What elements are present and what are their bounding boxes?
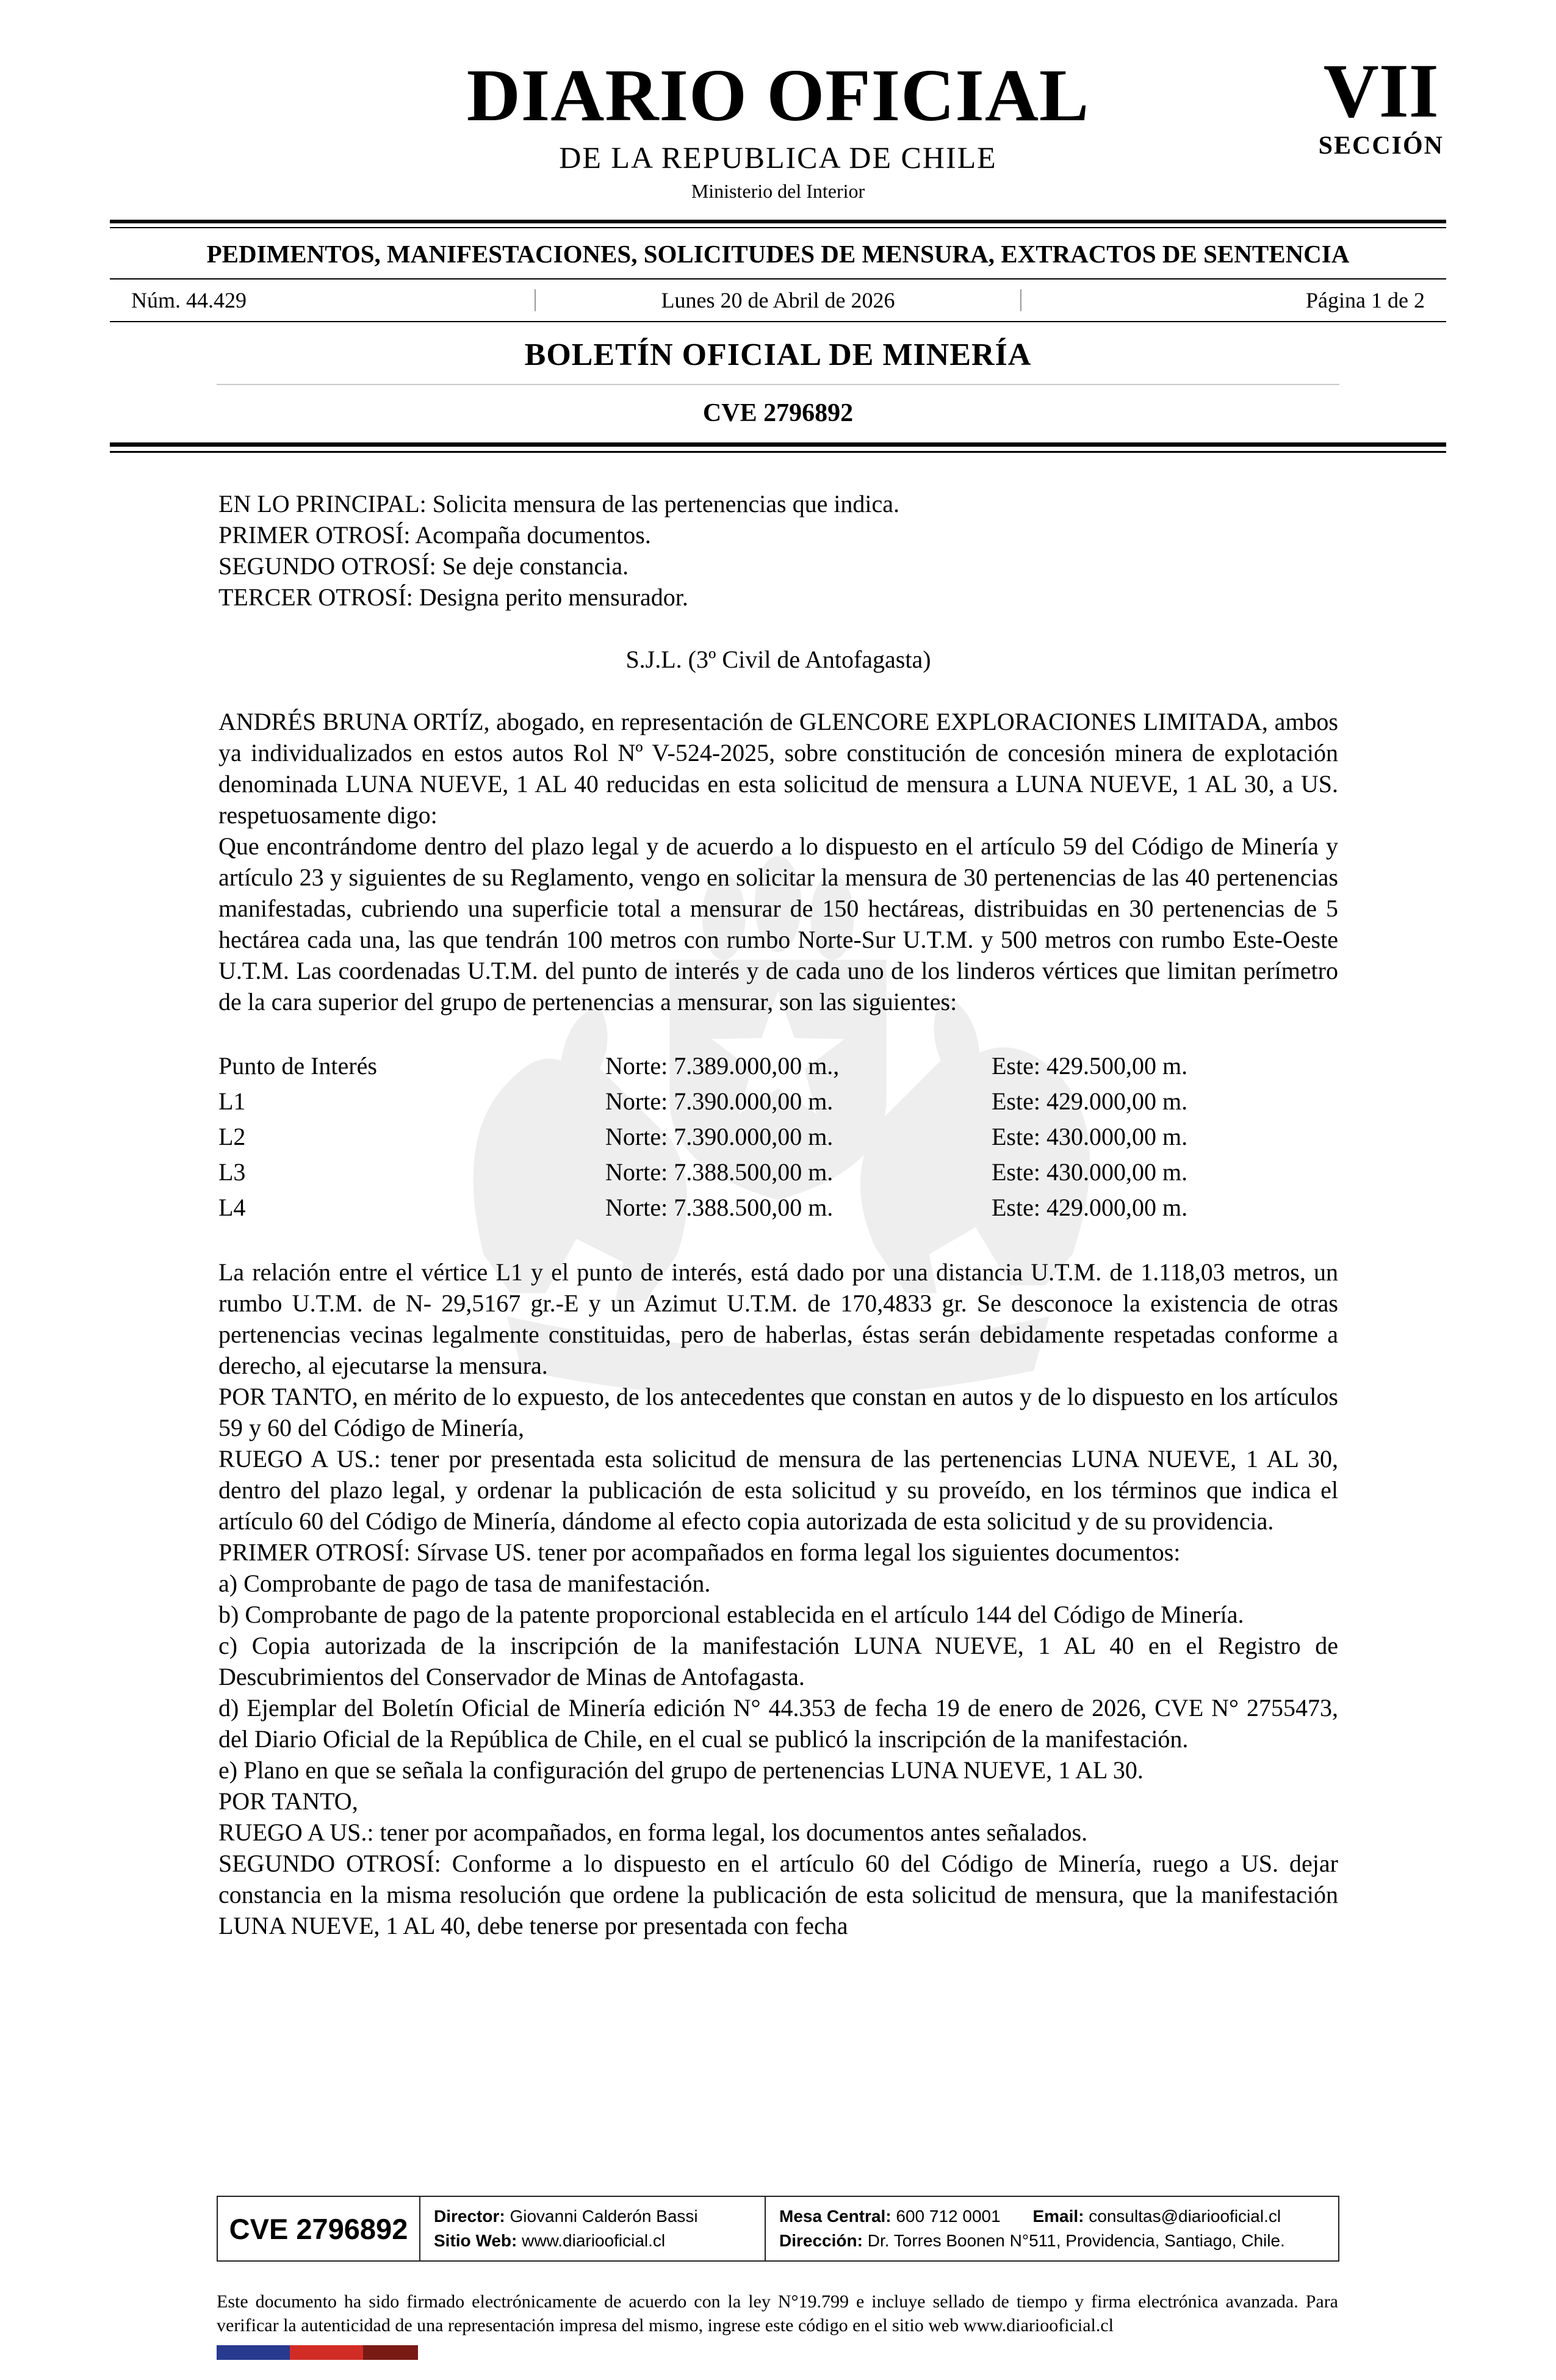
paragraph: POR TANTO, xyxy=(218,1787,358,1816)
north-coordinate: Norte: 7.388.500,00 m. xyxy=(605,1194,834,1222)
document-body xyxy=(218,488,1338,1941)
summary-line: SEGUNDO OTROSÍ: Se deje constancia. xyxy=(218,552,629,580)
vertex-label: L4 xyxy=(218,1194,246,1222)
east-coordinate: Este: 430.000,00 m. xyxy=(992,1123,1188,1151)
paragraph: RUEGO A US.: tener por presentada esta solicitud de mensura de las pertenencias LUNA NUEVE, 1 AL 30, dentro del plazo legal, y ordenar la publicación de esta solicitud y su proveído, en los términos que indica el artículo 60 del Código de Minería, dándome al efecto copia autorizada de esta solicitud y de su providencia. xyxy=(218,1445,1338,1535)
address-label: Dirección: xyxy=(779,2231,863,2250)
director-label: Director: xyxy=(434,2207,505,2226)
paragraph: RUEGO A US.: tener por acompañados, en forma legal, los documentos antes señalados. xyxy=(218,1819,1088,1847)
section-label: SECCIÓN xyxy=(1318,132,1444,160)
divider-heavy xyxy=(110,442,1446,453)
summary-block xyxy=(218,488,1338,613)
page-indicator: Página 1 de 2 xyxy=(1306,288,1425,313)
paragraph: ANDRÉS BRUNA ORTÍZ, abogado, en representación de GLENCORE EXPLORACIONES LIMITADA, ambos ya individualizados en estos autos Rol Nº V-524-2025, sobre constitución de concesión minera de explotación denominada LUNA NUEVE, 1 AL 40 reducidas en esta solicitud de mensura a LUNA NUEVE, 1 AL 30, a US. respetuosamente digo: xyxy=(218,708,1338,829)
summary-line: TERCER OTROSÍ: Designa perito mensurador. xyxy=(218,583,688,611)
bulletin-title: BOLETÍN OFICIAL DE MINERÍA xyxy=(524,337,1032,373)
vertex-label: L3 xyxy=(218,1158,246,1186)
publication-subtitle: DE LA REPUBLICA DE CHILE xyxy=(559,140,997,175)
footer-website-line xyxy=(434,2229,751,2253)
chile-flag-bar xyxy=(217,2345,418,2360)
masthead xyxy=(110,49,1446,203)
address-text: Dr. Torres Boonen N°511, Providencia, Santiago, Chile. xyxy=(867,2231,1285,2250)
issue-info-row xyxy=(110,279,1446,321)
legal-notice: Este documento ha sido firmado electrónicamente de acuerdo con la ley N°19.799 e incluye sellado de tiempo y firma electrónica avanzada. Para verificar la autenticidad de una representación impresa del mismo, ingrese este código en el sitio web www.diariooficial.cl xyxy=(217,2292,1338,2335)
paragraph: La relación entre el vértice L1 y el punto de interés, está dado por una distancia U.T.M. de 1.118,03 metros, un rumbo U.T.M. de N- 29,5167 gr.-E y un Azimut U.T.M. de 170,4833 gr. Se desconoce la existencia de otras pertenencias vecinas legalmente constituidas, pero de haberlas, éstas serán debidamente respetadas conforme a derecho, al ejecutarse la mensura. xyxy=(218,1258,1338,1380)
north-coordinate: Norte: 7.390.000,00 m. xyxy=(605,1087,834,1116)
ministry-line: Ministerio del Interior xyxy=(691,180,865,203)
coordinate-row xyxy=(218,1155,1338,1190)
paragraph: PRIMER OTROSÍ: Sírvase US. tener por acompañados en forma legal los siguientes documentos: xyxy=(218,1538,1181,1567)
summary-line: EN LO PRINCIPAL: Solicita mensura de las pertenencias que indica. xyxy=(218,490,900,518)
website-label: Sitio Web: xyxy=(434,2231,517,2250)
footer-director-line xyxy=(434,2204,751,2229)
footer-contact-cell xyxy=(765,2197,1338,2260)
phone-label: Mesa Central: xyxy=(779,2207,891,2226)
category-band: PEDIMENTOS, MANIFESTACIONES, SOLICITUDES DE MENSURA, EXTRACTOS DE SENTENCIA xyxy=(206,240,1350,269)
flag-segment-red xyxy=(290,2345,363,2360)
coordinate-row xyxy=(218,1119,1338,1155)
flag-segment-blue xyxy=(217,2345,290,2360)
issue-date: Lunes 20 de Abril de 2026 xyxy=(661,288,895,313)
paragraph: Que encontrándome dentro del plazo legal y de acuerdo a lo dispuesto en el artículo 59 del Código de Minería y artículo 23 y siguientes de su Reglamento, vengo en solicitar la mensura de 30 pertenencias de las 40 pertenencias manifestadas, cubriendo una superficie total a mensurar de 150 hectáreas, distribuidas en 30 pertenencias de 5 hectárea cada una, las que tendrán 100 metros con rumbo Norte-Sur U.T.M. y 500 metros con rumbo Este-Oeste U.T.M. Las coordenadas U.T.M. del punto de interés y de cada uno de los linderos vértices que limitan perímetro de la cara superior del grupo de pertenencias a mensurar, son las siguientes: xyxy=(218,832,1338,1016)
footer-phone-email-line xyxy=(779,2204,1325,2229)
flag-segment-dark xyxy=(363,2345,418,2360)
phone-number: 600 712 0001 xyxy=(896,2207,1001,2226)
north-coordinate: Norte: 7.388.500,00 m. xyxy=(605,1158,834,1186)
vertex-label: L2 xyxy=(218,1123,246,1151)
section-box xyxy=(1318,49,1444,160)
document-item: c) Copia autorizada de la inscripción de la manifestación LUNA NUEVE, 1 AL 40 en el Registro de Descubrimientos del Conservador de Minas de Antofagasta. xyxy=(218,1632,1338,1691)
page-header xyxy=(110,0,1446,453)
vertex-label: L1 xyxy=(218,1087,246,1116)
email-label: Email: xyxy=(1032,2207,1084,2226)
issue-number: Núm. 44.429 xyxy=(131,288,247,313)
footer-info-box xyxy=(217,2196,1339,2262)
divider-double xyxy=(110,220,1446,228)
north-coordinate: Norte: 7.390.000,00 m. xyxy=(605,1123,834,1151)
website-url: www.diariooficial.cl xyxy=(522,2231,666,2250)
east-coordinate: Este: 429.500,00 m. xyxy=(992,1052,1188,1080)
east-coordinate: Este: 429.000,00 m. xyxy=(992,1194,1188,1222)
email-address: consultas@diariooficial.cl xyxy=(1089,2207,1281,2226)
paragraph: POR TANTO, en mérito de lo expuesto, de los antecedentes que constan en autos y de lo dispuesto en los artículos 59 y 60 del Código de Minería, xyxy=(218,1383,1338,1442)
court-line: S.J.L. (3º Civil de Antofagasta) xyxy=(625,646,931,674)
coordinate-row xyxy=(218,1084,1338,1119)
coordinate-row xyxy=(218,1190,1338,1225)
publication-title: DIARIO OFICIAL xyxy=(466,54,1090,137)
summary-line: PRIMER OTROSÍ: Acompaña documentos. xyxy=(218,521,651,549)
vertex-label: Punto de Interés xyxy=(218,1052,377,1080)
north-coordinate: Norte: 7.389.000,00 m., xyxy=(605,1052,840,1080)
east-coordinate: Este: 430.000,00 m. xyxy=(992,1158,1188,1186)
document-item: e) Plano en que se señala la configuración del grupo de pertenencias LUNA NUEVE, 1 AL 30. xyxy=(218,1756,1144,1784)
cve-code-header: CVE 2796892 xyxy=(702,399,854,428)
document-item: a) Comprobante de pago de tasa de manifestación. xyxy=(218,1570,711,1598)
coordinates-table xyxy=(218,1048,1338,1225)
paragraph: SEGUNDO OTROSÍ: Conforme a lo dispuesto en el artículo 60 del Código de Minería, ruego a US. dejar constancia en la misma resolución que ordene la publicación de esta solicitud de mensura, que la manifestación LUNA NUEVE, 1 AL 40, debe tenerse por presentada con fecha xyxy=(218,1850,1338,1940)
coordinate-row xyxy=(218,1048,1338,1084)
document-item: b) Comprobante de pago de la patente proporcional establecida en el artículo 144 del Código de Minería. xyxy=(218,1601,1244,1629)
cve-code-footer: CVE 2796892 xyxy=(229,2212,408,2245)
document-item: d) Ejemplar del Boletín Oficial de Minería edición N° 44.353 de fecha 19 de enero de 2026, CVE N° 2755473, del Diario Oficial de la República de Chile, en el cual se publicó la inscripción de la manifestación. xyxy=(218,1694,1338,1753)
east-coordinate: Este: 429.000,00 m. xyxy=(992,1087,1188,1116)
footer-address-line xyxy=(779,2229,1325,2253)
section-number: VII xyxy=(1323,49,1439,134)
footer-director-cell xyxy=(419,2197,765,2260)
director-name: Giovanni Calderón Bassi xyxy=(510,2207,698,2226)
